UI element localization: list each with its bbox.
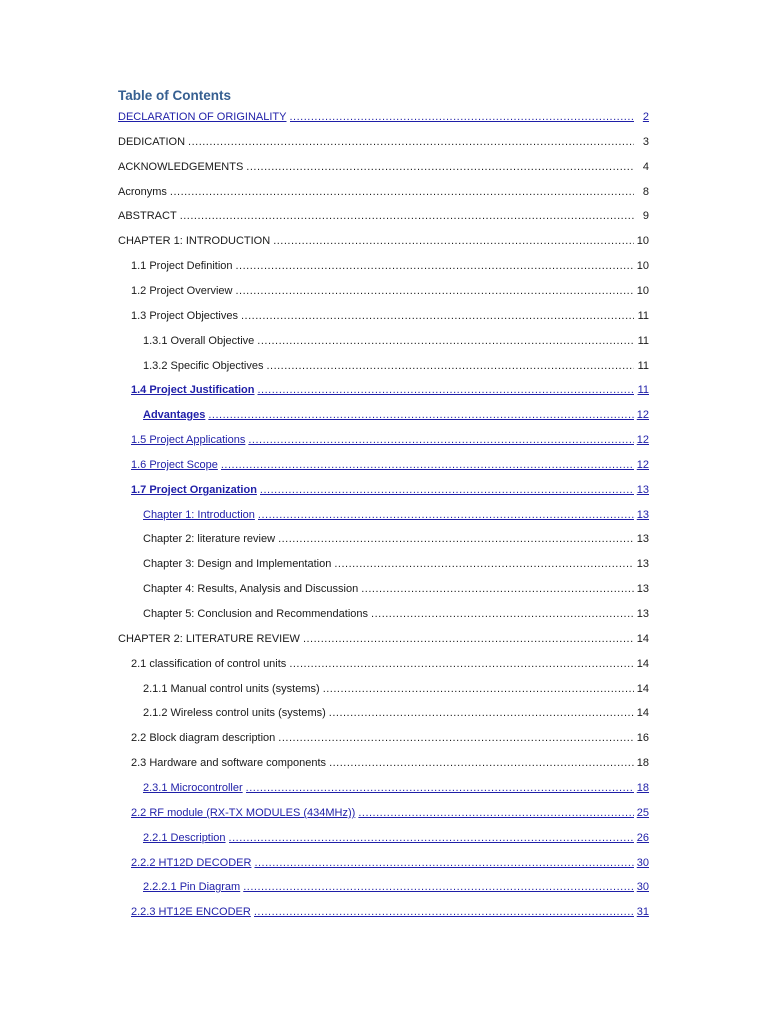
- toc-entry-page: 13: [636, 583, 649, 595]
- toc-dot-leader: [246, 781, 634, 796]
- toc-entry-page: 2: [642, 111, 649, 123]
- toc-entry: [143, 557, 649, 572]
- toc-entry-page: 16: [636, 732, 649, 744]
- toc-entry-page: 12: [636, 409, 649, 421]
- toc-dot-leader: [180, 209, 634, 224]
- toc-entry-title: DEDICATION: [118, 136, 186, 148]
- toc-entry-title: Chapter 4: Results, Analysis and Discussion: [143, 583, 359, 595]
- toc-dot-leader: [254, 856, 633, 871]
- toc-dot-leader: [260, 483, 634, 498]
- toc-entry-title: Acronyms: [118, 186, 167, 198]
- toc-entry: [118, 209, 649, 224]
- toc-entry-title: 1.5 Project Applications: [131, 434, 246, 446]
- toc-entry-title: DECLARATION OF ORIGINALITY: [118, 111, 287, 123]
- toc-entry: [131, 284, 649, 299]
- toc-entry-page: 12: [636, 459, 649, 471]
- toc-entry-page: 30: [636, 881, 649, 893]
- toc-dot-leader: [278, 731, 633, 746]
- toc-entry-page: 11: [637, 384, 649, 396]
- toc-entry-page: 13: [636, 484, 649, 496]
- toc-entry-page: 18: [636, 757, 649, 769]
- toc-entry-page: 4: [642, 161, 649, 173]
- toc-dot-leader: [243, 880, 634, 895]
- toc-entry: [143, 607, 649, 622]
- toc-entry: [118, 135, 649, 150]
- toc-dot-leader: [235, 284, 633, 299]
- toc-dot-leader: [358, 806, 633, 821]
- toc-entry-page: 13: [636, 608, 649, 620]
- toc-entry-title: 2.2.2 HT12D DECODER: [131, 857, 252, 869]
- toc-entry-title: 2.3 Hardware and software components: [131, 757, 327, 769]
- toc-entry-title: 1.3 Project Objectives: [131, 310, 238, 322]
- toc-entry: [118, 160, 649, 175]
- toc-entry-title: Chapter 3: Design and Implementation: [143, 558, 332, 570]
- toc-dot-leader: [266, 359, 634, 374]
- toc-entry: [143, 334, 649, 349]
- toc-entry-page: 13: [636, 509, 649, 521]
- toc-entry-title: ABSTRACT: [118, 210, 177, 222]
- toc-entry[interactable]: [143, 408, 649, 423]
- toc-dot-leader: [278, 532, 634, 547]
- toc-heading: Table of Contents: [118, 88, 231, 103]
- toc-entry-title: 2.2.2.1 Pin Diagram: [143, 881, 241, 893]
- toc-entry: [143, 532, 649, 547]
- toc-entry-title: 2.1.1 Manual control units (systems): [143, 683, 320, 695]
- toc-dot-leader: [257, 334, 634, 349]
- toc-dot-leader: [361, 582, 634, 597]
- toc-entry-title: 2.2 RF module (RX-TX MODULES (434MHz)): [131, 807, 356, 819]
- toc-entry[interactable]: [118, 110, 649, 125]
- toc-entry[interactable]: [131, 483, 649, 498]
- toc-entry-page: 14: [636, 633, 649, 645]
- toc-entry-title: 2.2.3 HT12E ENCODER: [131, 906, 251, 918]
- toc-entry[interactable]: [131, 383, 649, 398]
- toc-entry-title: CHAPTER 2: LITERATURE REVIEW: [118, 633, 300, 645]
- toc-entry[interactable]: [143, 831, 649, 846]
- toc-entry-page: 14: [636, 658, 649, 670]
- toc-entry: [143, 682, 649, 697]
- toc-entry-title: 2.1 classification of control units: [131, 658, 287, 670]
- toc-entry: [131, 731, 649, 746]
- toc-entry-page: 13: [636, 533, 649, 545]
- toc-entry-title: 1.1 Project Definition: [131, 260, 233, 272]
- toc-entry[interactable]: [143, 508, 649, 523]
- toc-entry-page: 13: [636, 558, 649, 570]
- toc-entry-title: 1.7 Project Organization: [131, 484, 257, 496]
- toc-dot-leader: [323, 682, 634, 697]
- toc-dot-leader: [241, 309, 634, 324]
- toc-entry: [143, 359, 649, 374]
- toc-entry-page: 25: [636, 807, 649, 819]
- toc-entry: [143, 706, 649, 721]
- toc-dot-leader: [246, 160, 634, 175]
- toc-entry: [118, 185, 649, 200]
- toc-entry: [143, 582, 649, 597]
- toc-entry-page: 11: [637, 310, 649, 322]
- toc-dot-leader: [236, 259, 634, 274]
- toc-entry-page: 10: [636, 285, 649, 297]
- toc-entry[interactable]: [131, 433, 649, 448]
- toc-entry: [131, 259, 649, 274]
- toc-dot-leader: [289, 657, 633, 672]
- toc-dot-leader: [258, 508, 634, 523]
- toc-entry-page: 18: [636, 782, 649, 794]
- toc-entry-page: 14: [636, 707, 649, 719]
- toc-dot-leader: [248, 433, 633, 448]
- toc-entry[interactable]: [131, 856, 649, 871]
- toc-entry-title: 2.3.1 Microcontroller: [143, 782, 243, 794]
- toc-entry-page: 10: [636, 260, 649, 272]
- toc-entry-page: 31: [636, 906, 649, 918]
- toc-dot-leader: [329, 756, 634, 771]
- toc-entry-title: 2.2 Block diagram description: [131, 732, 276, 744]
- toc-entry-page: 11: [637, 335, 649, 347]
- toc-dot-leader: [329, 706, 634, 721]
- toc-entry-page: 14: [636, 683, 649, 695]
- toc-entry[interactable]: [143, 781, 649, 796]
- toc-entry-page: 8: [642, 186, 649, 198]
- toc-entry-title: Chapter 2: literature review: [143, 533, 276, 545]
- toc-entry-title: 1.4 Project Justification: [131, 384, 255, 396]
- toc-entry: [131, 657, 649, 672]
- toc-dot-leader: [254, 905, 634, 920]
- toc-dot-leader: [188, 135, 634, 150]
- toc-entry-title: Chapter 5: Conclusion and Recommendations: [143, 608, 369, 620]
- toc-dot-leader: [208, 408, 633, 423]
- toc-entry-title: Advantages: [143, 409, 206, 421]
- toc-entry[interactable]: [131, 806, 649, 821]
- toc-entry-title: 2.1.2 Wireless control units (systems): [143, 707, 326, 719]
- toc-dot-leader: [334, 557, 633, 572]
- toc-entry-page: 11: [637, 360, 649, 372]
- toc-entry-page: 10: [636, 235, 649, 247]
- toc-entry-title: 1.6 Project Scope: [131, 459, 218, 471]
- toc-entry-title: Chapter 1: Introduction: [143, 509, 255, 521]
- toc-entry-page: 26: [636, 832, 649, 844]
- toc-entry-page: 30: [636, 857, 649, 869]
- toc-entry[interactable]: [131, 905, 649, 920]
- toc-entry-title: CHAPTER 1: INTRODUCTION: [118, 235, 271, 247]
- toc-dot-leader: [273, 234, 634, 249]
- toc-entry: [118, 632, 649, 647]
- toc-entry[interactable]: [131, 458, 649, 473]
- toc-dot-leader: [371, 607, 634, 622]
- toc-dot-leader: [170, 185, 634, 200]
- toc-dot-leader: [229, 831, 634, 846]
- toc-entry[interactable]: [143, 880, 649, 895]
- toc-entry-title: 1.3.1 Overall Objective: [143, 335, 255, 347]
- toc-dot-leader: [221, 458, 634, 473]
- toc-entry-page: 9: [642, 210, 649, 222]
- toc-dot-leader: [257, 383, 634, 398]
- toc-entry: [131, 309, 649, 324]
- toc-dot-leader: [290, 110, 635, 125]
- toc-entry-title: ACKNOWLEDGEMENTS: [118, 161, 244, 173]
- toc-entry: [131, 756, 649, 771]
- toc-entry-title: 2.2.1 Description: [143, 832, 226, 844]
- toc-entry-title: 1.3.2 Specific Objectives: [143, 360, 264, 372]
- toc-entry-page: 12: [636, 434, 649, 446]
- toc-entry-title: 1.2 Project Overview: [131, 285, 233, 297]
- toc-entry: [118, 234, 649, 249]
- toc-entry-page: 3: [642, 136, 649, 148]
- toc-dot-leader: [303, 632, 634, 647]
